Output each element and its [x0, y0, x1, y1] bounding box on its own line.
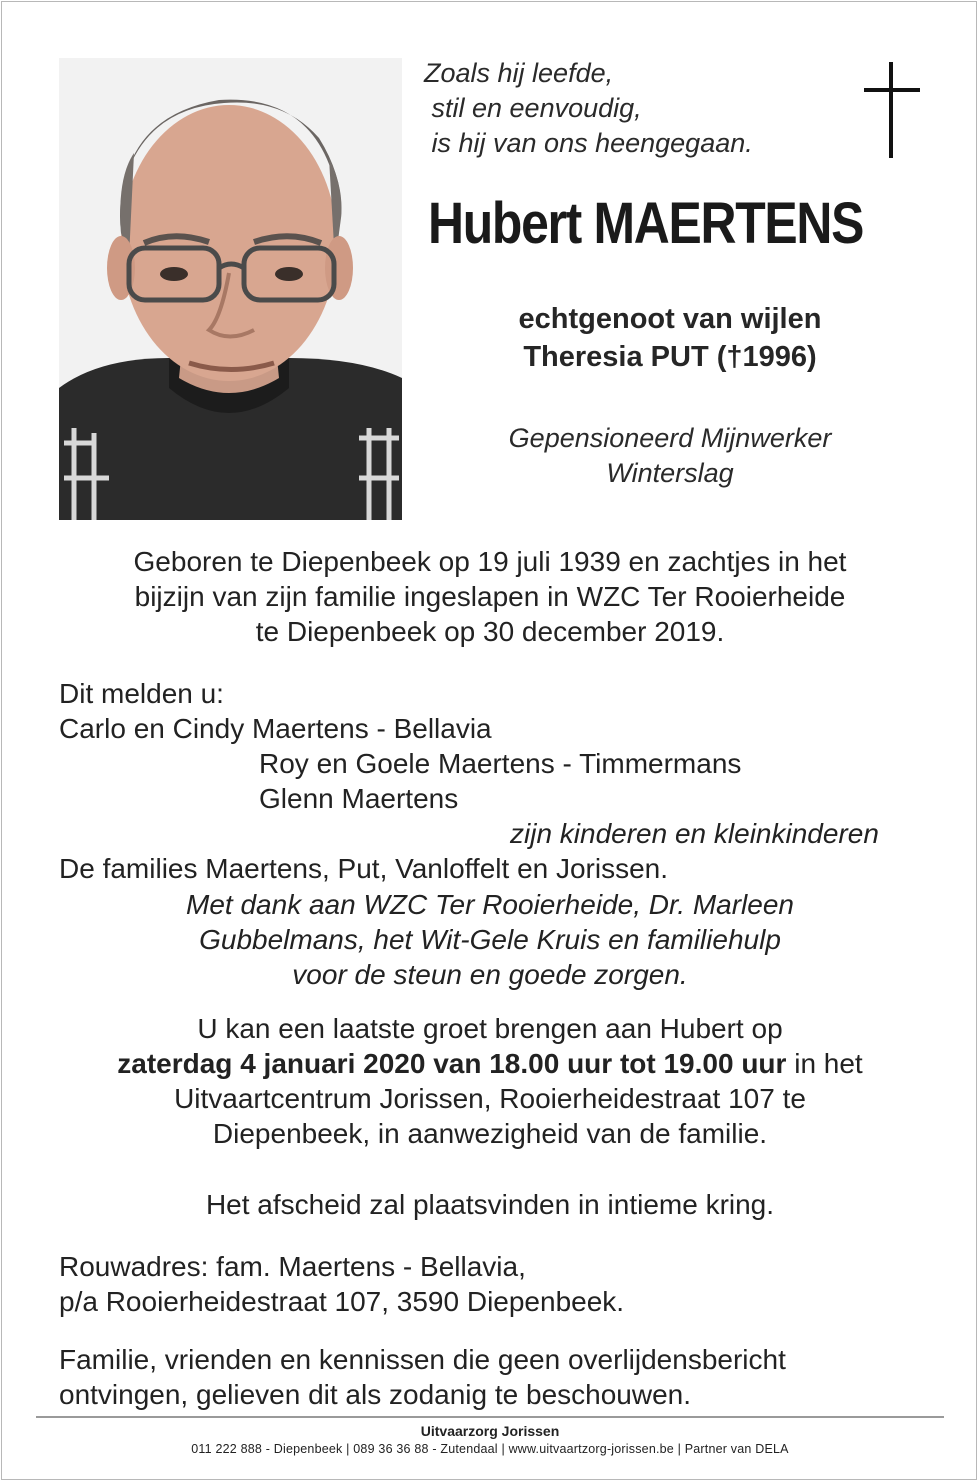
thanks-line: Gubbelmans, het Wit-Gele Kruis en familiehulp — [199, 924, 781, 955]
visit-line: Diepenbeek, in aanwezigheid van de familie. — [212, 1118, 768, 1149]
poem — [424, 56, 844, 161]
occupation — [420, 421, 920, 491]
visit-date-line — [0, 1046, 980, 1081]
footer-company: Uitvaarzorg Jorissen — [420, 1423, 560, 1439]
visit-line: U kan een laatste groet brengen aan Hubert op — [197, 1013, 783, 1044]
spouse-info — [420, 300, 920, 376]
footer-contact: 011 222 888 - Diepenbeek | 089 36 36 88 - Zutendaal | www.uitvaartzorg-jorissen.be | Partner van DELA — [191, 1442, 789, 1456]
visit-date: zaterdag 4 januari 2020 van 18.00 uur tot 19.00 uur — [117, 1048, 787, 1079]
poem-line: stil en eenvoudig, — [424, 93, 642, 123]
birth-death-paragraph — [0, 544, 980, 649]
visit-date-rest: in het — [786, 1048, 863, 1079]
families-line: De families Maertens, Put, Vanloffelt en Jorissen. — [59, 853, 669, 884]
poem-line: Zoals hij leefde, — [424, 58, 614, 88]
paragraph-line: Geboren te Diepenbeek op 19 juli 1939 en zachtjes in het — [133, 546, 847, 577]
footer-divider — [36, 1416, 944, 1418]
thanks-line: voor de steun en goede zorgen. — [292, 959, 688, 990]
spouse-name: Theresia PUT (†1996) — [523, 341, 817, 373]
family-line: Roy en Goele Maertens - Timmermans — [259, 748, 742, 779]
family-line: Carlo en Cindy Maertens - Bellavia — [59, 713, 492, 744]
poem-line: is hij van ons heengegaan. — [424, 128, 753, 158]
family-line: Glenn Maertens — [259, 783, 459, 814]
paragraph-line: bijzijn van zijn familie ingeslapen in WZC Ter Rooierheide — [134, 581, 846, 612]
portrait-image — [59, 58, 402, 520]
address-line: p/a Rooierheidestraat 107, 3590 Diepenbeek. — [59, 1286, 625, 1317]
farewell-line: Het afscheid zal plaatsvinden in intieme kring. — [205, 1189, 775, 1220]
portrait-photo — [59, 58, 402, 520]
spouse-line: echtgenoot van wijlen — [518, 303, 822, 335]
cross-icon — [864, 62, 920, 158]
occupation-title: Gepensioneerd Mijnwerker — [508, 423, 832, 453]
relation-line: zijn kinderen en kleinkinderen — [510, 818, 879, 849]
closing-line: ontvingen, gelieven dit als zodanig te beschouwen. — [59, 1379, 691, 1410]
announcers-intro: Dit melden u: — [59, 678, 224, 709]
paragraph-line: te Diepenbeek op 30 december 2019. — [255, 616, 725, 647]
deceased-name: Hubert MAERTENS — [428, 191, 864, 256]
closing-line: Familie, vrienden en kennissen die geen overlijdensbericht — [59, 1344, 786, 1375]
thanks-line: Met dank aan WZC Ter Rooierheide, Dr. Marleen — [186, 889, 794, 920]
address-line: Rouwadres: fam. Maertens - Bellavia, — [59, 1251, 526, 1282]
occupation-place: Winterslag — [606, 458, 734, 488]
visit-line: Uitvaartcentrum Jorissen, Rooierheidestraat 107 te — [174, 1083, 806, 1114]
